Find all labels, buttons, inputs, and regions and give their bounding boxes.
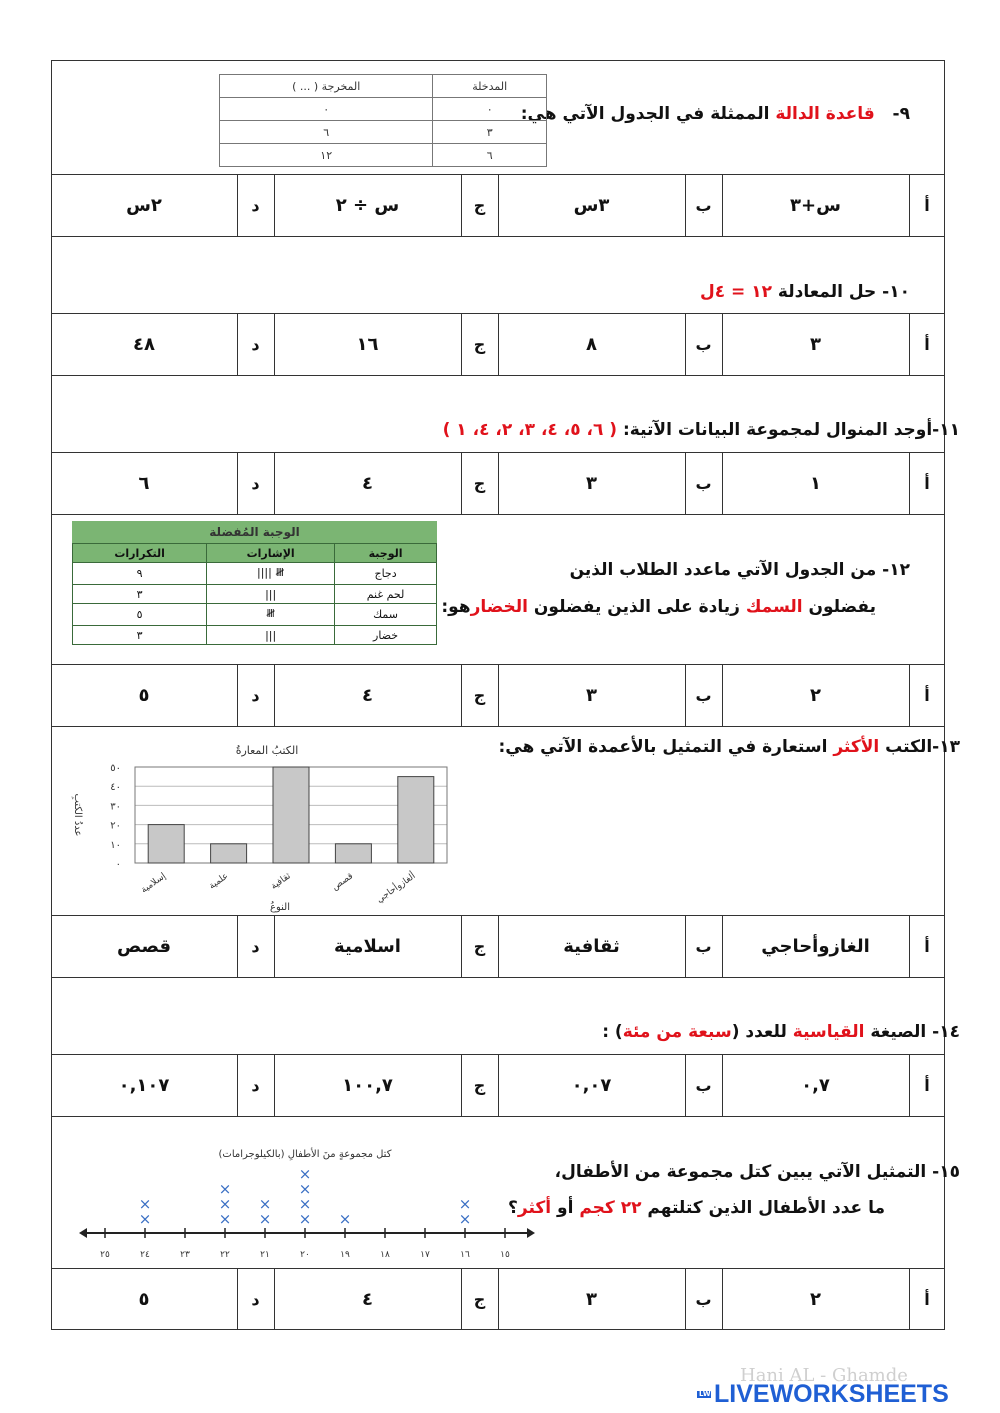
- y-tick-label: ٤٠: [110, 782, 121, 794]
- plot-title: كتل مجموعةٍ منَ الأطفالِ (بالكيلوجرامات): [218, 1149, 392, 1160]
- bar: [211, 844, 247, 863]
- answer-option[interactable]: ٤٨: [133, 333, 155, 355]
- question-keyword: ٢٢ كجم: [579, 1198, 642, 1218]
- question-text: يفضلون: [802, 597, 876, 617]
- option-letter: ب: [695, 334, 712, 354]
- brand-name: LIVEWORKSHEETS: [714, 1380, 949, 1408]
- answer-option[interactable]: ٣: [586, 1288, 597, 1310]
- table-cell: ٣: [73, 585, 207, 604]
- question-keyword: السمك: [745, 597, 803, 617]
- data-point-x-mark: ×: [138, 1195, 152, 1213]
- question-number: ١١-: [932, 420, 960, 440]
- question-number: ١٤-: [932, 1022, 960, 1042]
- option-letter: أ: [924, 334, 930, 354]
- question-number: ١٢-: [882, 560, 910, 580]
- table-cell: 𝍸 ||||: [207, 563, 335, 585]
- answer-option[interactable]: ٣: [810, 333, 821, 355]
- question-text: ؟: [508, 1198, 518, 1218]
- table-cell: ٠: [433, 98, 547, 121]
- option-letter: ج: [473, 1075, 486, 1095]
- bar: [335, 844, 371, 863]
- answer-option[interactable]: ٣: [586, 472, 597, 494]
- option-letter: ب: [695, 1075, 712, 1095]
- question-text: حل المعادلة: [771, 282, 883, 302]
- question-keyword: سبعة من مئة: [622, 1022, 732, 1042]
- y-tick-label: ١٠: [110, 839, 121, 851]
- table-header: المخرجة ( ... ): [220, 75, 433, 98]
- question-keyword: الأكثر: [833, 737, 880, 757]
- y-tick-label: ٣٠: [110, 801, 121, 813]
- data-point-x-mark: ×: [258, 1195, 272, 1213]
- author-watermark: Hani AL - Ghamde: [740, 1365, 908, 1386]
- question-15-line1: [555, 1162, 960, 1182]
- x-tick-label: علمية: [207, 871, 231, 892]
- question-keyword: القياسية: [792, 1022, 865, 1042]
- bar: [148, 825, 184, 863]
- answer-option[interactable]: ٥: [138, 1288, 150, 1310]
- question-text: الصيغة: [864, 1022, 933, 1042]
- table-header: الوجبة: [335, 544, 437, 563]
- table-cell: لحم غنم: [335, 585, 437, 604]
- question-data-set: ( ٦، ٥، ٤، ٣، ٢، ٤، ١ ): [442, 420, 618, 440]
- answer-option[interactable]: ٠,١٠٧: [118, 1074, 170, 1096]
- answer-option[interactable]: ٦: [138, 472, 150, 494]
- answer-option[interactable]: ٣س: [573, 194, 610, 216]
- question-number: ١٣-: [932, 737, 960, 757]
- option-letter: أ: [924, 1075, 930, 1095]
- arrow-right: [527, 1228, 535, 1238]
- data-point-x-mark: ×: [338, 1210, 352, 1228]
- answer-option[interactable]: ٠,٠٧: [571, 1074, 612, 1096]
- row-divider: [51, 1116, 945, 1117]
- option-letter: د: [251, 685, 260, 705]
- x-tick-label: ألغازوأحاجي: [375, 871, 418, 906]
- question-13: [498, 737, 960, 757]
- x-tick-label: ١٧: [420, 1250, 430, 1260]
- question-text: استعارة في التمثيل بالأعمدة الآتي هي:: [498, 737, 834, 757]
- option-letter: د: [251, 936, 260, 956]
- data-point-x-mark: ×: [458, 1195, 472, 1213]
- x-tick-label: ١٥: [500, 1250, 510, 1260]
- weights-line-plot: [75, 1140, 540, 1268]
- x-tick-label: ٢٣: [180, 1250, 190, 1260]
- question-12-line1: [570, 560, 910, 580]
- y-axis-label: عددُ الكتبِ: [72, 793, 83, 837]
- answer-option[interactable]: ١: [810, 472, 821, 494]
- answer-option[interactable]: ٠,٧: [801, 1074, 830, 1096]
- table-cell: دجاج: [335, 563, 437, 585]
- question-text: من الجدول الآتي ماعدد الطلاب الذين: [569, 560, 883, 580]
- option-letter: ج: [473, 473, 486, 493]
- data-point-x-mark: ×: [218, 1210, 232, 1228]
- answer-option[interactable]: ٢: [810, 1288, 821, 1310]
- x-tick-label: ٢٠: [300, 1250, 310, 1260]
- bar: [273, 767, 309, 863]
- question-text: هو:: [441, 597, 471, 617]
- data-point-x-mark: ×: [258, 1210, 272, 1228]
- x-tick-label: ١٨: [380, 1250, 390, 1260]
- row-divider: [51, 236, 945, 237]
- question-14: [602, 1022, 960, 1042]
- lw-badge-text: LW: [699, 1390, 711, 1398]
- table-header: التكرارات: [73, 544, 207, 563]
- question-keyword: أكثر: [517, 1198, 552, 1218]
- table-cell: ١٢: [220, 144, 433, 167]
- table-cell: ٦: [220, 121, 433, 144]
- question-9: [521, 104, 910, 124]
- x-tick-label: ٢١: [260, 1250, 270, 1260]
- option-letter: ب: [695, 685, 712, 705]
- x-tick-label: قصص: [330, 871, 356, 893]
- data-point-x-mark: ×: [298, 1180, 312, 1198]
- question-keyword: قاعدة الدالة: [775, 104, 875, 124]
- option-letter: د: [251, 1289, 260, 1309]
- question-15-line2: [508, 1198, 885, 1218]
- table-header: المدخلة: [433, 75, 547, 98]
- row-divider: [51, 977, 945, 978]
- question-equation: ١٢ = ٤ل: [699, 282, 772, 302]
- question-text: أوجد المنوال لمجموعة البيانات الآتية:: [617, 420, 933, 440]
- answer-option[interactable]: ٥: [138, 684, 150, 706]
- books-bar-chart: [55, 738, 455, 914]
- question-number: ١٥-: [932, 1162, 960, 1182]
- option-letter: ب: [695, 473, 712, 493]
- answer-option[interactable]: ٢س: [126, 194, 162, 216]
- answer-option[interactable]: ٢: [810, 684, 821, 706]
- row-divider: [51, 514, 945, 515]
- lw-badge: [697, 1384, 711, 1406]
- row-divider: [51, 726, 945, 727]
- option-letter: أ: [924, 195, 930, 215]
- question-number: ١٠-: [882, 282, 910, 302]
- answer-option[interactable]: اسلامية: [334, 935, 401, 957]
- table-cell: ٩: [73, 563, 207, 585]
- bar: [398, 777, 434, 863]
- data-point-x-mark: ×: [218, 1195, 232, 1213]
- row-divider: [51, 375, 945, 376]
- table-cell: ٣: [433, 121, 547, 144]
- data-point-x-mark: ×: [138, 1210, 152, 1228]
- answer-option[interactable]: الغازوأحاجي: [761, 935, 870, 957]
- option-letter: ج: [473, 685, 486, 705]
- option-letter: أ: [924, 473, 930, 493]
- option-letter: ج: [473, 334, 486, 354]
- table-cell: ٦: [433, 144, 547, 167]
- x-tick-label: ٢٤: [140, 1250, 150, 1260]
- x-tick-label: ٢٢: [220, 1250, 230, 1260]
- data-point-x-mark: ×: [218, 1180, 232, 1198]
- table-cell: ٣: [73, 626, 207, 645]
- x-axis-label: النوعُ: [270, 902, 290, 913]
- x-tick-label: ثقافية: [269, 871, 293, 892]
- option-letter: د: [251, 195, 260, 215]
- option-letter: ب: [695, 936, 712, 956]
- answer-option[interactable]: قصص: [116, 935, 172, 957]
- data-point-x-mark: ×: [298, 1195, 312, 1213]
- option-letter: ج: [473, 936, 486, 956]
- x-tick-label: إسلامية: [139, 871, 168, 896]
- question-10: [700, 282, 910, 302]
- option-letter: ج: [473, 1289, 486, 1309]
- data-point-x-mark: ×: [458, 1210, 472, 1228]
- data-point-x-mark: ×: [298, 1210, 312, 1228]
- question-text: أو: [551, 1198, 580, 1218]
- question-text: التمثيل الآتي يبين كتل مجموعة من الأطفال،: [554, 1162, 933, 1182]
- question-11: [443, 420, 960, 440]
- answer-option[interactable]: ٤: [362, 472, 373, 494]
- answer-option[interactable]: ٨: [586, 333, 597, 355]
- table-cell: 𝍸: [207, 604, 335, 626]
- favorite-meal-table: [72, 521, 437, 645]
- question-text: ما عدد الأطفال الذين كتلتهم: [641, 1198, 885, 1218]
- option-letter: ب: [695, 195, 712, 215]
- answer-option[interactable]: ٤: [362, 684, 373, 706]
- liveworksheets-logo[interactable]: [697, 1380, 949, 1409]
- table-cell: خضار: [335, 626, 437, 645]
- data-point-x-mark: ×: [298, 1165, 312, 1183]
- table-cell: ٥: [73, 604, 207, 626]
- option-letter: أ: [924, 1289, 930, 1309]
- chart-title: الكتبُ المعارةُ: [235, 744, 299, 757]
- question-12-line2: [441, 597, 876, 617]
- y-tick-label: ٠: [115, 859, 121, 870]
- answer-option[interactable]: س ÷ ٢: [335, 194, 400, 216]
- option-letter: د: [251, 1075, 260, 1095]
- question-number: ٩-: [892, 104, 910, 124]
- x-tick-label: ٢٥: [100, 1250, 110, 1260]
- table-cell: ٠: [220, 98, 433, 121]
- question-text: للعدد (: [731, 1022, 793, 1042]
- x-tick-label: ١٩: [340, 1250, 350, 1260]
- option-letter: د: [251, 473, 260, 493]
- y-tick-label: ٢٠: [110, 820, 121, 832]
- answer-option[interactable]: ١٠٠,٧: [342, 1074, 393, 1096]
- y-tick-label: ٥٠: [110, 763, 121, 774]
- question-text: زيادة على الذين يفضلون: [527, 597, 746, 617]
- answer-option[interactable]: ١٦: [356, 333, 379, 355]
- question-keyword: الخضار: [470, 597, 528, 617]
- option-letter: أ: [924, 936, 930, 956]
- option-letter: د: [251, 334, 260, 354]
- table-cell: سمك: [335, 604, 437, 626]
- option-letter: أ: [924, 685, 930, 705]
- option-letter: ب: [695, 1289, 712, 1309]
- table-cell: |||: [207, 585, 335, 604]
- question-text: الكتب: [879, 737, 933, 757]
- meal-table-title: الوجبة المُفضلة: [72, 521, 437, 543]
- x-tick-label: ١٦: [460, 1250, 470, 1260]
- answer-option[interactable]: ٤: [362, 1288, 373, 1310]
- table-header: الإشارات: [207, 544, 335, 563]
- arrow-left: [79, 1228, 87, 1238]
- answer-option[interactable]: ٣: [586, 684, 597, 706]
- answer-option[interactable]: س+٣: [790, 194, 841, 216]
- question-text: ) :: [602, 1022, 623, 1042]
- answer-option[interactable]: ثقافية: [563, 935, 620, 957]
- question-text: الممثلة في الجدول الآتي هي:: [520, 104, 776, 124]
- function-table: [219, 74, 547, 167]
- table-cell: |||: [207, 626, 335, 645]
- option-letter: ج: [473, 195, 486, 215]
